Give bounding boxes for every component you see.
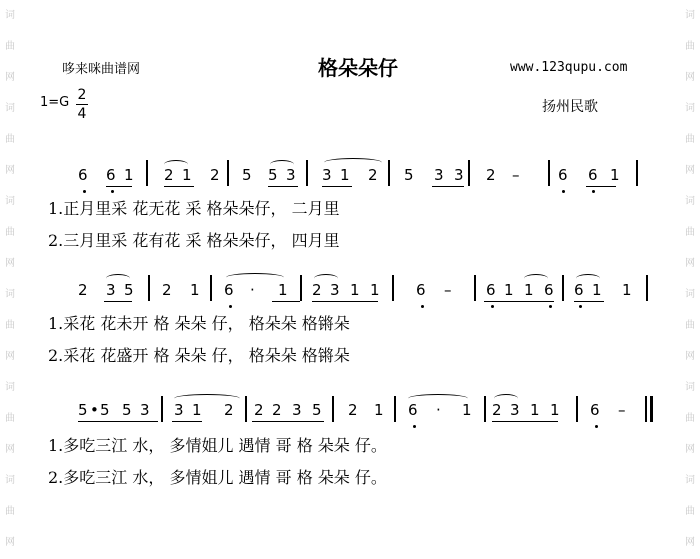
lyric-line-2: 2.三月里采 花有花 采 格朵朵仔， 四月里: [48, 231, 340, 250]
song-origin: 扬州民歌: [542, 99, 598, 115]
lyric-line-1: 1.正月里采 花无花 采 格朵朵仔， 二月里: [48, 199, 340, 218]
right-watermark: 词 曲 网 词 曲 网 词 曲 网 词 曲 网 词 曲 网 词 曲 网: [685, 9, 695, 549]
key-signature: 1=G: [40, 95, 70, 110]
left-watermark: 词 曲 网 词 曲 网 词 曲 网 词 曲 网 词 曲 网 词 曲 网: [5, 9, 15, 549]
time-signature: [76, 88, 88, 121]
meter-top: 2: [77, 87, 87, 103]
meter-bottom: 4: [77, 106, 87, 122]
song-title: 格朵朵仔: [318, 56, 398, 80]
lyric-line-1: 1.采花 花未开 格 朵朵 仔， 格朵朵 格锵朵: [48, 314, 350, 333]
meter-divider: [76, 104, 88, 105]
lyric-line-2: 2.采花 花盛开 格 朵朵 仔， 格朵朵 格锵朵: [48, 346, 350, 365]
site-url: www.123qupu.com: [510, 60, 628, 75]
lyric-line-1: 1.多吃三江 水， 多情姐儿 遇情 哥 格 朵朵 仔。: [48, 436, 387, 455]
lyric-line-2: 2.多吃三江 水， 多情姐儿 遇情 哥 格 朵朵 仔。: [48, 468, 387, 487]
site-name: 哆来咪曲谱网: [62, 62, 141, 77]
